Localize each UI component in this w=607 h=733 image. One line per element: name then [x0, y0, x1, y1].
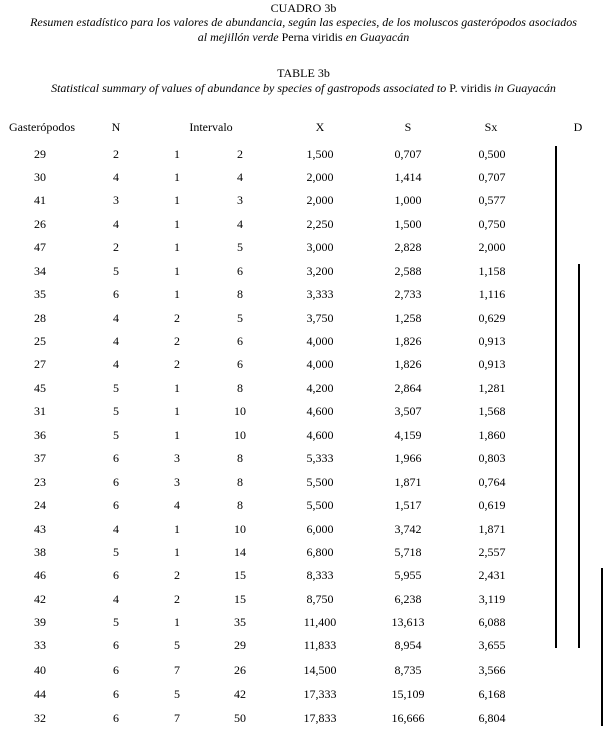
cell-sx: 0,764: [478, 475, 506, 489]
cell-interval-max: 3: [237, 193, 243, 207]
cell-mean: 6,000: [306, 522, 334, 536]
cell-n: 5: [113, 264, 119, 278]
cell-sx: 2,557: [478, 545, 506, 559]
cell-mean: 3,200: [306, 264, 334, 278]
cell-mean: 11,400: [303, 615, 337, 629]
cell-interval-max: 10: [234, 522, 246, 536]
header-gasteropodos: Gasterópodos: [9, 120, 75, 134]
cell-interval-min: 1: [174, 217, 180, 231]
cell-sx: 0,629: [478, 311, 506, 325]
cell-sx: 1,158: [478, 264, 506, 278]
cell-interval-min: 3: [174, 475, 180, 489]
cell-interval-min: 5: [174, 687, 180, 701]
cell-n: 5: [113, 545, 119, 559]
cell-interval-min: 1: [174, 428, 180, 442]
cell-interval-min: 2: [174, 592, 180, 606]
cell-interval-min: 1: [174, 147, 180, 161]
cell-n: 6: [113, 451, 119, 465]
cell-mean: 6,800: [306, 545, 334, 559]
cell-interval-min: 1: [174, 240, 180, 254]
cell-n: 4: [113, 334, 119, 348]
cell-interval-max: 8: [237, 498, 243, 512]
cell-s: 1,826: [394, 334, 422, 348]
cell-s: 3,742: [394, 522, 422, 536]
cuadro-line2-b: en Guayacán: [342, 30, 410, 44]
cell-n: 5: [113, 428, 119, 442]
cell-mean: 4,000: [306, 334, 334, 348]
table-row: [0, 380, 607, 396]
cell-s: 4,159: [394, 428, 422, 442]
cell-interval-max: 15: [234, 592, 246, 606]
cell-gasteropodo: 35: [34, 287, 46, 301]
cell-interval-max: 10: [234, 428, 246, 442]
cell-s: 8,954: [394, 638, 422, 652]
table-row: [0, 216, 607, 232]
cell-s: 15,109: [391, 687, 425, 701]
cell-gasteropodo: 33: [34, 638, 46, 652]
cell-gasteropodo: 44: [34, 687, 46, 701]
cell-n: 6: [113, 498, 119, 512]
cell-mean: 3,750: [306, 311, 334, 325]
cell-interval-max: 8: [237, 287, 243, 301]
cell-mean: 11,833: [303, 638, 337, 652]
cell-interval-max: 8: [237, 475, 243, 489]
cell-n: 4: [113, 592, 119, 606]
cell-n: 6: [113, 287, 119, 301]
cell-gasteropodo: 43: [34, 522, 46, 536]
cell-interval-max: 5: [237, 240, 243, 254]
cell-s: 2,864: [394, 381, 422, 395]
cell-interval-min: 2: [174, 311, 180, 325]
cell-sx: 3,655: [478, 638, 506, 652]
cell-n: 4: [113, 170, 119, 184]
table-caption-a: Statistical summary of values of abundance by species of gastropods associated to: [51, 81, 450, 95]
table-species: P. viridis: [449, 81, 492, 95]
cuadro-line2-a: al mejillón verde: [197, 30, 282, 44]
table-row: [0, 614, 607, 630]
cell-gasteropodo: 27: [34, 357, 46, 371]
cell-gasteropodo: 31: [34, 404, 46, 418]
cell-gasteropodo: 32: [34, 711, 46, 725]
cell-gasteropodo: 41: [34, 193, 46, 207]
table-row: [0, 474, 607, 490]
cell-gasteropodo: 38: [34, 545, 46, 559]
cell-gasteropodo: 36: [34, 428, 46, 442]
cell-n: 2: [113, 147, 119, 161]
cell-mean: 3,000: [306, 240, 334, 254]
cell-sx: 0,500: [478, 147, 506, 161]
table-row: [0, 637, 607, 653]
cell-s: 0,707: [394, 147, 422, 161]
cell-sx: 0,750: [478, 217, 506, 231]
cell-interval-min: 1: [174, 404, 180, 418]
cell-interval-max: 35: [234, 615, 246, 629]
cell-interval-min: 1: [174, 170, 180, 184]
d-bracket-2: [578, 264, 580, 648]
cell-n: 6: [113, 663, 119, 677]
cell-sx: 0,619: [478, 498, 506, 512]
cell-gasteropodo: 29: [34, 147, 46, 161]
cell-mean: 5,500: [306, 498, 334, 512]
cell-gasteropodo: 45: [34, 381, 46, 395]
cell-sx: 1,568: [478, 404, 506, 418]
cell-interval-max: 50: [234, 711, 246, 725]
cell-interval-max: 8: [237, 451, 243, 465]
cell-interval-max: 6: [237, 334, 243, 348]
cell-interval-min: 1: [174, 522, 180, 536]
cell-interval-max: 26: [234, 663, 246, 677]
cell-n: 5: [113, 404, 119, 418]
cell-sx: 0,913: [478, 357, 506, 371]
cell-gasteropodo: 34: [34, 264, 46, 278]
cell-n: 5: [113, 615, 119, 629]
cell-sx: 3,119: [478, 592, 506, 606]
cell-interval-min: 2: [174, 334, 180, 348]
header-d: D: [573, 120, 583, 134]
cuadro-species: Perna viridis: [281, 30, 343, 44]
cell-n: 6: [113, 475, 119, 489]
cell-sx: 6,168: [478, 687, 506, 701]
cell-gasteropodo: 23: [34, 475, 46, 489]
cell-gasteropodo: 39: [34, 615, 46, 629]
cell-sx: 1,116: [478, 287, 506, 301]
cell-sx: 0,707: [478, 170, 506, 184]
cell-interval-min: 5: [174, 638, 180, 652]
cell-gasteropodo: 42: [34, 592, 46, 606]
cell-gasteropodo: 30: [34, 170, 46, 184]
cell-mean: 17,833: [303, 711, 337, 725]
cuadro-caption-line2: [0, 30, 607, 44]
cell-interval-max: 14: [234, 545, 246, 559]
cell-mean: 4,600: [306, 404, 334, 418]
table-row: [0, 169, 607, 185]
table-row: [0, 286, 607, 302]
cell-interval-min: 3: [174, 451, 180, 465]
cell-s: 1,258: [394, 311, 422, 325]
cell-gasteropodo: 40: [34, 663, 46, 677]
cell-interval-min: 7: [174, 711, 180, 725]
header-n: N: [111, 120, 121, 134]
cell-mean: 5,333: [306, 451, 334, 465]
cell-sx: 0,577: [478, 193, 506, 207]
cell-gasteropodo: 46: [34, 568, 46, 582]
cell-n: 4: [113, 217, 119, 231]
cell-interval-max: 6: [237, 357, 243, 371]
table-row: [0, 333, 607, 349]
cell-s: 16,666: [391, 711, 425, 725]
table-title: TABLE 3b: [277, 66, 330, 80]
cell-interval-max: 8: [237, 381, 243, 395]
table-row: [0, 497, 607, 513]
table-row: [0, 403, 607, 419]
cell-interval-min: 1: [174, 287, 180, 301]
cell-sx: 6,088: [478, 615, 506, 629]
header-s: S: [404, 120, 412, 134]
cell-mean: 4,000: [306, 357, 334, 371]
cell-interval-min: 1: [174, 193, 180, 207]
cell-mean: 3,333: [306, 287, 334, 301]
cell-interval-min: 1: [174, 545, 180, 559]
cell-interval-min: 4: [174, 498, 180, 512]
table-row: [0, 146, 607, 162]
cell-s: 5,718: [394, 545, 422, 559]
cell-interval-max: 10: [234, 404, 246, 418]
cell-n: 6: [113, 711, 119, 725]
cell-mean: 1,500: [306, 147, 334, 161]
table-row: [0, 239, 607, 255]
cell-interval-max: 2: [237, 147, 243, 161]
cell-s: 2,733: [394, 287, 422, 301]
cell-sx: 2,431: [478, 568, 506, 582]
cell-s: 8,735: [394, 663, 422, 677]
cell-interval-min: 2: [174, 568, 180, 582]
cell-interval-max: 6: [237, 264, 243, 278]
cell-n: 4: [113, 357, 119, 371]
cell-n: 4: [113, 311, 119, 325]
cell-n: 6: [113, 568, 119, 582]
cell-s: 2,828: [394, 240, 422, 254]
cell-sx: 1,871: [478, 522, 506, 536]
cell-n: 3: [113, 193, 119, 207]
cell-gasteropodo: 37: [34, 451, 46, 465]
cell-mean: 8,750: [306, 592, 334, 606]
cell-sx: 1,281: [478, 381, 506, 395]
cuadro-title: CUADRO 3b: [270, 1, 337, 15]
d-bracket-3: [601, 568, 603, 726]
table-row: [0, 591, 607, 607]
cell-gasteropodo: 28: [34, 311, 46, 325]
cell-s: 1,871: [394, 475, 422, 489]
cell-interval-max: 42: [234, 687, 246, 701]
table-row: [0, 567, 607, 583]
table-row: [0, 427, 607, 443]
d-bracket-1: [555, 146, 557, 648]
cell-s: 1,414: [394, 170, 422, 184]
cell-interval-min: 1: [174, 264, 180, 278]
cell-s: 6,238: [394, 592, 422, 606]
cell-s: 1,966: [394, 451, 422, 465]
cell-mean: 4,200: [306, 381, 334, 395]
cell-s: 1,826: [394, 357, 422, 371]
cell-interval-min: 7: [174, 663, 180, 677]
cell-sx: 6,804: [478, 711, 506, 725]
header-sx: Sx: [484, 120, 498, 134]
cell-s: 13,613: [391, 615, 425, 629]
cell-gasteropodo: 26: [34, 217, 46, 231]
cell-s: 5,955: [394, 568, 422, 582]
table-row: [0, 356, 607, 372]
table-row: [0, 686, 607, 702]
table-row: [0, 710, 607, 726]
cell-n: 4: [113, 522, 119, 536]
cell-n: 6: [113, 687, 119, 701]
cell-n: 6: [113, 638, 119, 652]
table-caption-b: in Guayacán: [491, 81, 556, 95]
cell-sx: 0,803: [478, 451, 506, 465]
cell-mean: 5,500: [306, 475, 334, 489]
cell-sx: 0,913: [478, 334, 506, 348]
cell-gasteropodo: 24: [34, 498, 46, 512]
cell-sx: 3,566: [478, 663, 506, 677]
cell-s: 3,507: [394, 404, 422, 418]
cell-n: 2: [113, 240, 119, 254]
header-x: X: [315, 120, 325, 134]
table-row: [0, 192, 607, 208]
cell-interval-max: 15: [234, 568, 246, 582]
cell-gasteropodo: 47: [34, 240, 46, 254]
cell-interval-max: 4: [237, 170, 243, 184]
table-row: [0, 450, 607, 466]
cell-interval-max: 29: [234, 638, 246, 652]
cell-interval-min: 2: [174, 357, 180, 371]
cell-mean: 8,333: [306, 568, 334, 582]
cell-n: 5: [113, 381, 119, 395]
cell-interval-max: 4: [237, 217, 243, 231]
table-row: [0, 521, 607, 537]
table-row: [0, 263, 607, 279]
cell-interval-min: 1: [174, 615, 180, 629]
cell-sx: 2,000: [478, 240, 506, 254]
cell-s: 1,517: [394, 498, 422, 512]
table-row: [0, 544, 607, 560]
table-row: [0, 662, 607, 678]
cell-mean: 2,000: [306, 170, 334, 184]
cuadro-caption-line1: Resumen estadístico para los valores de abundancia, según las especies, de los moluscos gasterópodos asociados: [30, 15, 577, 29]
cell-interval-max: 5: [237, 311, 243, 325]
table-caption: [0, 81, 607, 95]
cell-gasteropodo: 25: [34, 334, 46, 348]
cell-mean: 2,000: [306, 193, 334, 207]
cell-s: 2,588: [394, 264, 422, 278]
cell-mean: 14,500: [303, 663, 337, 677]
cell-mean: 17,333: [303, 687, 337, 701]
cell-sx: 1,860: [478, 428, 506, 442]
cell-mean: 4,600: [306, 428, 334, 442]
cell-s: 1,000: [394, 193, 422, 207]
header-intervalo: Intervalo: [189, 120, 233, 134]
cell-s: 1,500: [394, 217, 422, 231]
cell-interval-min: 1: [174, 381, 180, 395]
table-row: [0, 310, 607, 326]
cell-mean: 2,250: [306, 217, 334, 231]
